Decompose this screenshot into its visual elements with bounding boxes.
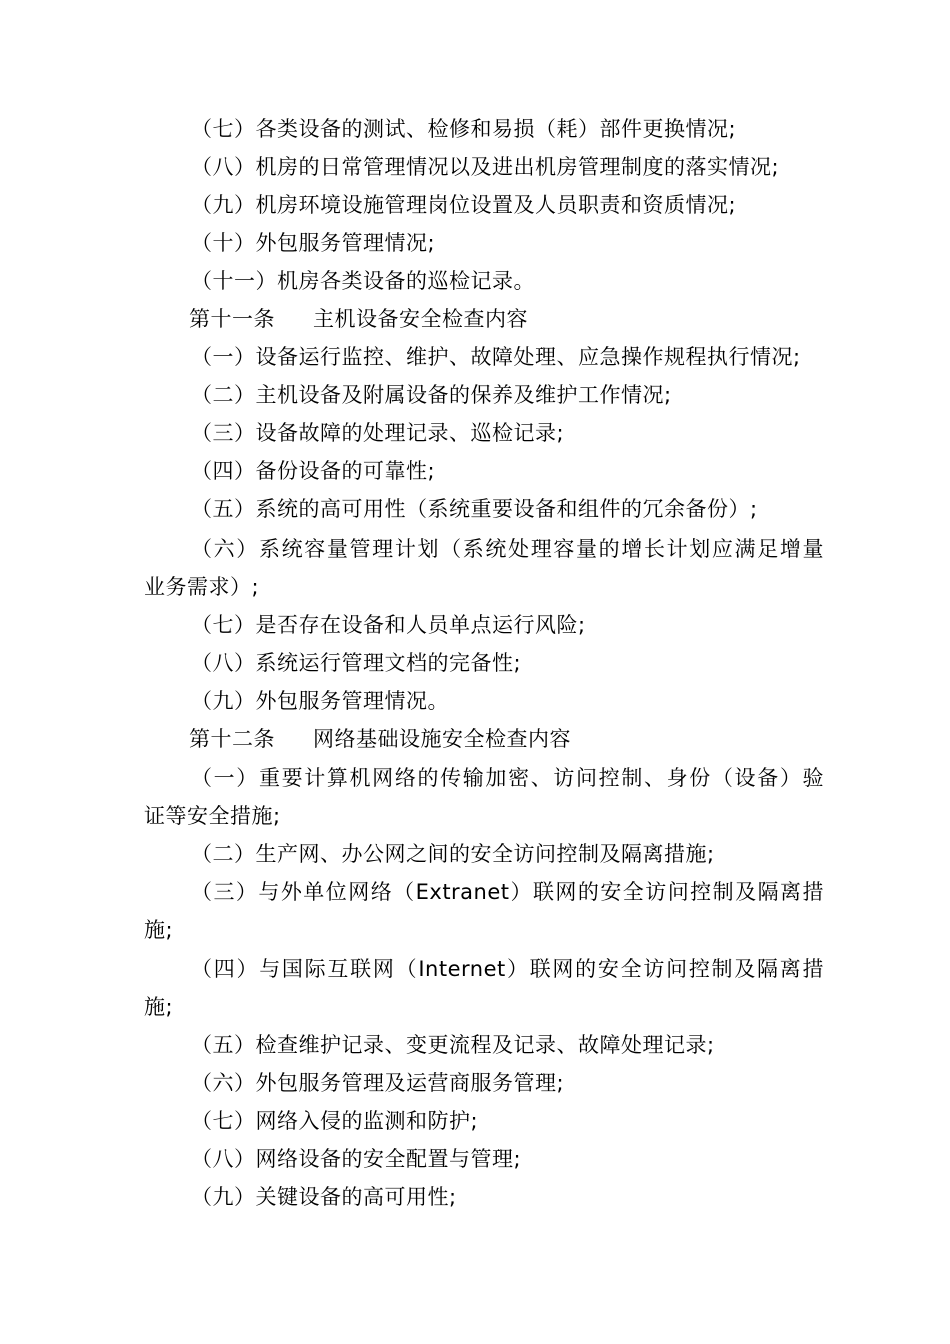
list-item: （三）设备故障的处理记录、巡检记录; bbox=[191, 421, 565, 445]
article-heading bbox=[144, 300, 824, 338]
list-item: （七）各类设备的测试、检修和易损（耗）部件更换情况; bbox=[191, 117, 737, 141]
list-item-continuation: 业务需求）; bbox=[144, 575, 260, 599]
list-item: （九）外包服务管理情况。 bbox=[191, 689, 449, 713]
list-item: （一）设备运行监控、维护、故障处理、应急操作规程执行情况; bbox=[191, 345, 801, 369]
list-item: （二）主机设备及附属设备的保养及维护工作情况; bbox=[191, 383, 672, 407]
list-item: （八）系统运行管理文档的完备性; bbox=[191, 651, 522, 675]
article-title: 主机设备安全检查内容 bbox=[313, 307, 528, 331]
list-item: （五）系统的高可用性（系统重要设备和组件的冗余备份）; bbox=[191, 497, 758, 521]
list-item: （七）是否存在设备和人员单点运行风险; bbox=[191, 613, 586, 637]
list-item: （一）重要计算机网络的传输加密、访问控制、身份（设备）验 bbox=[191, 766, 824, 790]
article-heading bbox=[144, 720, 824, 758]
list-item: （八）网络设备的安全配置与管理; bbox=[191, 1147, 522, 1171]
list-item: （三）与外单位网络（Extranet）联网的安全访问控制及隔离措 bbox=[191, 880, 824, 904]
list-item: （九）机房环境设施管理岗位设置及人员职责和资质情况; bbox=[191, 193, 737, 217]
article-title: 网络基础设施安全检查内容 bbox=[313, 727, 571, 751]
list-item: （九）关键设备的高可用性; bbox=[191, 1185, 457, 1209]
list-item: （十）外包服务管理情况; bbox=[191, 231, 436, 255]
list-item: （四）备份设备的可靠性; bbox=[191, 459, 436, 483]
list-item: （七）网络入侵的监测和防护; bbox=[191, 1109, 479, 1133]
list-item: （四）与国际互联网（Internet）联网的安全访问控制及隔离措 bbox=[191, 957, 824, 981]
list-item: （六）系统容量管理计划（系统处理容量的增长计划应满足增量 bbox=[191, 537, 824, 561]
list-item: （二）生产网、办公网之间的安全访问控制及隔离措施; bbox=[191, 842, 715, 866]
list-item-continuation: 施; bbox=[144, 995, 174, 1019]
list-item-continuation: 证等安全措施; bbox=[144, 804, 281, 828]
list-item: （六）外包服务管理及运营商服务管理; bbox=[191, 1071, 565, 1095]
list-item-continuation: 施; bbox=[144, 918, 174, 942]
list-item: （十一）机房各类设备的巡检记录。 bbox=[191, 269, 535, 293]
list-item: （五）检查维护记录、变更流程及记录、故障处理记录; bbox=[191, 1033, 715, 1057]
article-number: 第十二条 bbox=[189, 727, 275, 751]
article-number: 第十一条 bbox=[189, 307, 275, 331]
list-item: （八）机房的日常管理情况以及进出机房管理制度的落实情况; bbox=[191, 155, 780, 179]
